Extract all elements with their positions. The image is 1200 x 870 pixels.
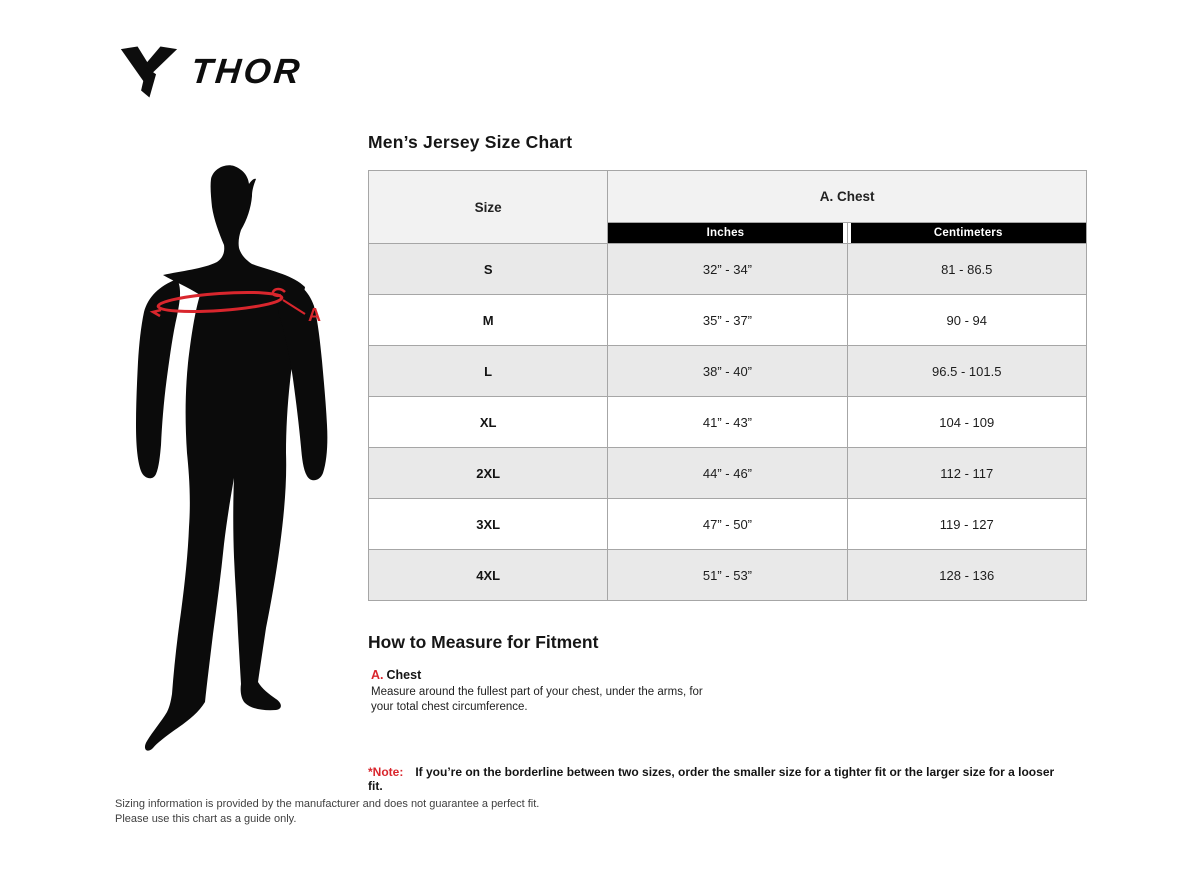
inches-unit-header: Inches	[608, 223, 847, 244]
centimeters-cell: 81 - 86.5	[847, 244, 1086, 295]
brand-logo	[120, 46, 305, 98]
size-cell: S	[369, 244, 608, 295]
centimeters-cell: 119 - 127	[847, 499, 1086, 550]
brand-wordmark: THOR	[189, 52, 305, 91]
size-cell: L	[369, 346, 608, 397]
size-cell: M	[369, 295, 608, 346]
measure-label	[371, 668, 741, 682]
table-row	[369, 244, 1087, 295]
disclaimer-line-2: Please use this chart as a guide only.	[115, 812, 297, 825]
sizing-note	[368, 765, 1068, 793]
size-column-header: Size	[369, 171, 608, 244]
disclaimer	[115, 797, 539, 826]
thor-y-emblem-icon	[120, 46, 178, 98]
table-row	[369, 295, 1087, 346]
measure-item-chest	[371, 668, 741, 715]
size-chart-table	[368, 170, 1087, 601]
table-row	[369, 346, 1087, 397]
centimeters-cell: 104 - 109	[847, 397, 1086, 448]
inches-cell: 41” - 43”	[608, 397, 847, 448]
howto-heading: How to Measure for Fitment	[368, 632, 599, 652]
table-row	[369, 448, 1087, 499]
centimeters-unit-header: Centimeters	[847, 223, 1086, 244]
measure-name: Chest	[386, 668, 422, 682]
inches-cell: 47” - 50”	[608, 499, 847, 550]
measurement-figure	[133, 163, 329, 763]
disclaimer-line-1: Sizing information is provided by the manufacturer and does not guarantee a perfect fit.	[115, 798, 540, 810]
page-title: Men’s Jersey Size Chart	[368, 132, 573, 152]
inches-cell: 44” - 46”	[608, 448, 847, 499]
size-cell: 2XL	[369, 448, 608, 499]
size-cell: 4XL	[369, 550, 608, 601]
chest-annotation-label: A	[308, 305, 321, 325]
inches-cell: 32” - 34”	[608, 244, 847, 295]
measure-description: Measure around the fullest part of your chest, under the arms, for your total chest circumference.	[371, 686, 703, 713]
centimeters-cell: 96.5 - 101.5	[847, 346, 1086, 397]
note-text: If you’re on the borderline between two sizes, order the smaller size for a tighter fit or the larger size for a looser fit.	[368, 765, 1055, 793]
table-row	[369, 550, 1087, 601]
inches-cell: 38” - 40”	[608, 346, 847, 397]
inches-cell: 35” - 37”	[608, 295, 847, 346]
table-row	[369, 397, 1087, 448]
table-row	[369, 499, 1087, 550]
centimeters-cell: 112 - 117	[847, 448, 1086, 499]
note-label: *Note:	[368, 765, 404, 779]
centimeters-cell: 128 - 136	[847, 550, 1086, 601]
size-cell: 3XL	[369, 499, 608, 550]
inches-cell: 51” - 53”	[608, 550, 847, 601]
measure-letter: A.	[371, 668, 384, 682]
size-cell: XL	[369, 397, 608, 448]
centimeters-cell: 90 - 94	[847, 295, 1086, 346]
male-silhouette	[133, 163, 329, 763]
chest-group-header: A. Chest	[608, 171, 1087, 223]
